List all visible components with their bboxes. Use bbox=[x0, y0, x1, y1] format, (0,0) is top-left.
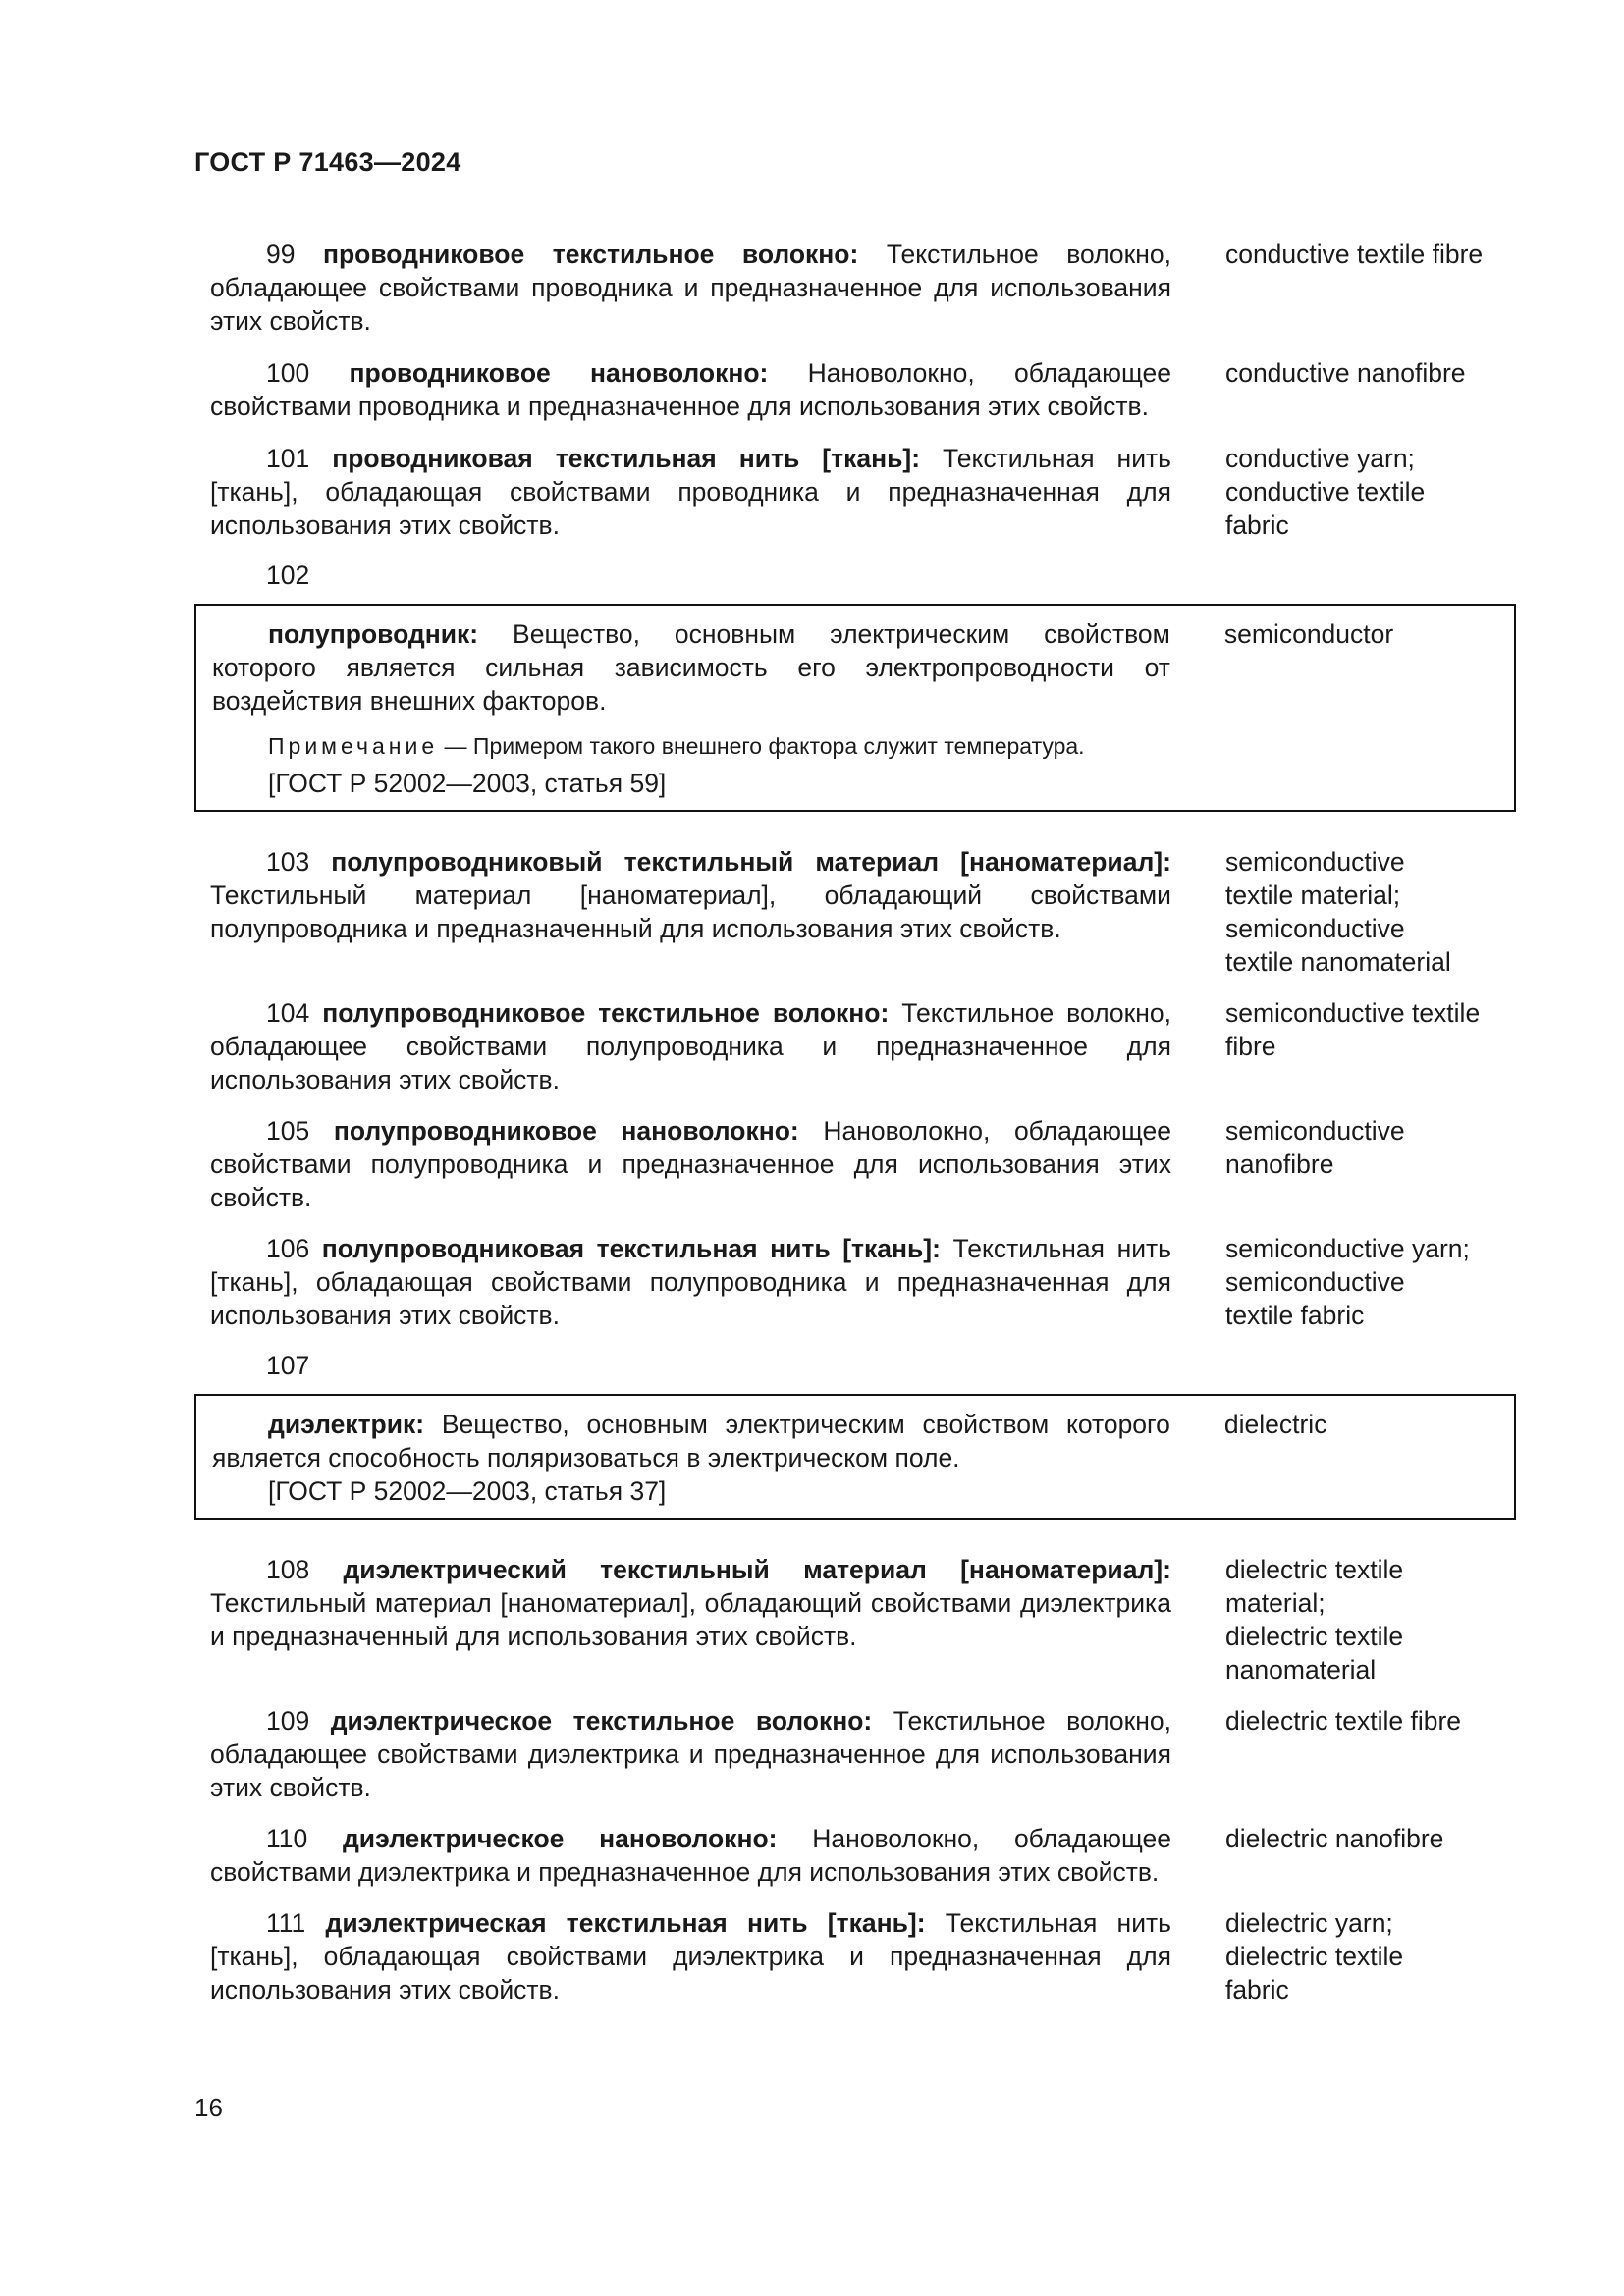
term-entry-103 bbox=[210, 845, 1516, 979]
entry-number-102: 102 bbox=[266, 561, 310, 590]
entry-english: dielectric textile fibre bbox=[1224, 1706, 1462, 1735]
entry-number: 106 bbox=[266, 1234, 310, 1263]
entry-text: Вещество, основным электрическим свойством которого является способность поляризоваться в электрическом поле. bbox=[212, 1410, 1170, 1472]
page-number: 16 bbox=[194, 2093, 223, 2122]
entry-definition bbox=[210, 996, 1171, 1096]
entry-note bbox=[212, 731, 1514, 761]
entry-text: Нановолокно, обладающее свойствами полупроводника и предназначенное для использования этих свойств. bbox=[210, 1116, 1171, 1212]
entry-definition bbox=[210, 238, 1171, 338]
entry-english: dielectric yarn; dielectric textile fabric bbox=[1224, 1908, 1404, 2004]
term-entry-110 bbox=[210, 1822, 1516, 1889]
entry-text: Текстильное волокно, обладающее свойствами диэлектрика и предназначенное для использования этих свойств. bbox=[210, 1706, 1171, 1802]
entry-term: диэлектрическое нановолокно: bbox=[342, 1824, 778, 1853]
entry-term: полупроводниковое текстильное волокно: bbox=[322, 998, 890, 1028]
entry-definition bbox=[212, 617, 1170, 718]
entry-number: 103 bbox=[266, 847, 310, 877]
entry-number: 105 bbox=[266, 1116, 310, 1146]
entry-definition bbox=[210, 845, 1171, 979]
entry-source: [ГОСТ Р 52002—2003, статья 59] bbox=[268, 769, 667, 798]
entry-english: semiconductive textile fibre bbox=[1224, 998, 1481, 1061]
entry-number: 111 bbox=[266, 1908, 306, 1938]
entry-english: dielectric nanofibre bbox=[1224, 1824, 1444, 1853]
term-entry-111 bbox=[210, 1906, 1516, 2006]
term-entry-108 bbox=[210, 1553, 1516, 1686]
entry-english: dielectric textile material; dielectric textile nanomaterial bbox=[1224, 1555, 1404, 1684]
entry-english: conductive nanofibre bbox=[1224, 358, 1466, 388]
entry-definition bbox=[210, 1232, 1171, 1332]
term-entry-107 bbox=[212, 1408, 1514, 1474]
entry-english: semiconductive yarn; semiconductive textile fabric bbox=[1224, 1234, 1470, 1330]
entry-english: conductive yarn; conductive textile fabric bbox=[1224, 444, 1426, 540]
entry-definition bbox=[210, 1822, 1171, 1889]
entry-number: 99 bbox=[266, 240, 296, 269]
entry-text: Текстильный материал [наноматериал], обладающий свойствами полупроводника и предназначенный для использования этих свойств. bbox=[210, 881, 1171, 943]
document-header: ГОСТ Р 71463—2024 bbox=[194, 147, 461, 177]
entry-term: диэлектрик: bbox=[268, 1410, 425, 1439]
entry-definition bbox=[210, 1906, 1171, 2006]
entry-text: Текстильное волокно, обладающее свойствами полупроводника и предназначенное для использования этих свойств. bbox=[210, 998, 1171, 1095]
entry-english: semiconductor bbox=[1223, 619, 1394, 649]
entry-definition bbox=[212, 1408, 1170, 1474]
entry-definition bbox=[210, 1704, 1171, 1804]
term-entry-102 bbox=[212, 617, 1514, 718]
note-text: — Примером такого внешнего фактора служит температура. bbox=[438, 733, 1085, 759]
entry-text: Вещество, основным электрическим свойством которого является сильная зависимость его электропроводности от воздействия внешних факторов. bbox=[212, 619, 1170, 716]
entry-term: полупроводник: bbox=[268, 619, 479, 649]
entry-number: 110 bbox=[266, 1824, 308, 1853]
entry-number: 109 bbox=[266, 1706, 310, 1735]
entry-number: 100 bbox=[266, 358, 310, 388]
entry-number-107: 107 bbox=[266, 1351, 310, 1380]
term-entry-104 bbox=[210, 996, 1516, 1096]
entry-number: 101 bbox=[266, 444, 310, 473]
entry-number: 104 bbox=[266, 998, 310, 1028]
entry-text: Текстильный материал [наноматериал], обладающий свойствами диэлектрика и предназначенный для использования этих свойств. bbox=[210, 1588, 1171, 1651]
entry-text: Нановолокно, обладающее свойствами диэлектрика и предназначенное для использования этих свойств. bbox=[210, 1824, 1171, 1887]
entry-definition bbox=[210, 1114, 1171, 1214]
entry-english: conductive textile fibre bbox=[1224, 240, 1484, 269]
entry-definition bbox=[210, 442, 1171, 542]
entry-term: диэлектрическое текстильное волокно: bbox=[330, 1706, 873, 1735]
entry-term: полупроводниковое нановолокно: bbox=[333, 1116, 799, 1146]
entry-term: полупроводниковый текстильный материал [наноматериал]: bbox=[331, 847, 1171, 877]
entry-text: Текстильное волокно, обладающее свойствами проводника и предназначенное для использования этих свойств. bbox=[210, 240, 1171, 336]
entry-text: Текстильная нить [ткань], обладающая свойствами полупроводника и предназначенная для использования этих свойств. bbox=[210, 1234, 1171, 1330]
term-entry-105 bbox=[210, 1114, 1516, 1214]
entry-source: [ГОСТ Р 52002—2003, статья 37] bbox=[268, 1476, 667, 1506]
term-entry-101 bbox=[210, 442, 1516, 542]
entry-term: диэлектрический текстильный материал [наноматериал]: bbox=[343, 1555, 1171, 1584]
entry-english: semiconductive nanofibre bbox=[1224, 1116, 1405, 1179]
term-entry-106 bbox=[210, 1232, 1516, 1332]
entry-definition bbox=[210, 1553, 1171, 1686]
term-entry-100 bbox=[210, 356, 1516, 423]
entry-english: semiconductive textile material; semiconductive textile nanomaterial bbox=[1224, 847, 1451, 977]
boxed-term-102 bbox=[194, 604, 1516, 812]
entry-term: проводниковая текстильная нить [ткань]: bbox=[332, 444, 921, 473]
entry-term: проводниковое текстильное волокно: bbox=[322, 240, 859, 269]
boxed-term-107 bbox=[194, 1394, 1516, 1520]
term-entry-109 bbox=[210, 1704, 1516, 1804]
entry-term: диэлектрическая текстильная нить [ткань]: bbox=[325, 1908, 926, 1938]
note-label: Примечание bbox=[268, 733, 439, 759]
term-entry-99 bbox=[210, 238, 1516, 338]
entry-term: проводниковое нановолокно: bbox=[349, 358, 769, 388]
entry-english: dielectric bbox=[1223, 1410, 1327, 1439]
term-entries bbox=[210, 238, 1516, 2006]
entry-text: Нановолокно, обладающее свойствами проводника и предназначенное для использования этих свойств. bbox=[210, 358, 1171, 421]
entry-text: Текстильная нить [ткань], обладающая свойствами диэлектрика и предназначенная для использования этих свойств. bbox=[210, 1908, 1171, 2004]
entry-definition bbox=[210, 356, 1171, 423]
entry-number: 108 bbox=[266, 1555, 310, 1584]
entry-term: полупроводниковая текстильная нить [ткань]: bbox=[321, 1234, 941, 1263]
entry-text: Текстильная нить [ткань], обладающая свойствами проводника и предназначенная для использования этих свойств. bbox=[210, 444, 1171, 540]
